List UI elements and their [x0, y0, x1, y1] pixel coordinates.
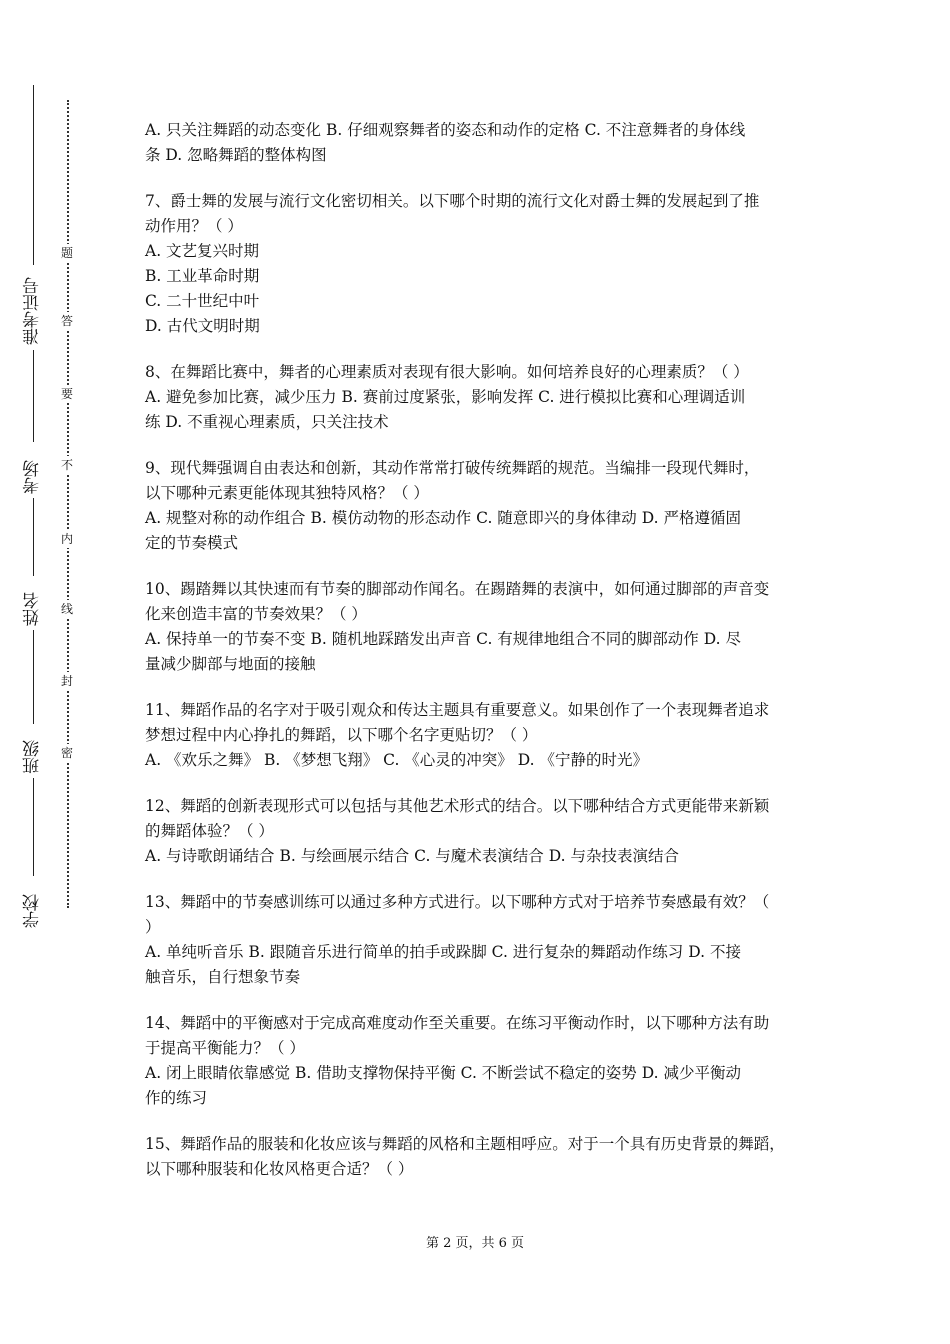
question-stem: 化来创造丰富的节奏效果？（ ）	[145, 605, 367, 623]
question-block	[145, 456, 810, 556]
question-option: A. 闭上眼睛依靠感觉 B. 借助支撑物保持平衡 C. 不断尝试不稳定的姿势 D. 减少平衡动	[145, 1064, 741, 1082]
question-option: A. 单纯听音乐 B. 跟随音乐进行简单的拍手或跺脚 C. 进行复杂的舞蹈动作练习 D. 不接	[145, 943, 741, 961]
seal-char: 不	[60, 458, 73, 472]
seal-char: 内	[60, 532, 73, 546]
question-option: 作的练习	[145, 1089, 208, 1107]
binding-line	[33, 498, 34, 576]
question-stem: 15、舞蹈作品的服装和化妆应该与舞蹈的风格和主题相呼应。对于一个具有历史背景的舞蹈，	[145, 1135, 785, 1153]
question-option: D. 古代文明时期	[145, 317, 260, 335]
binding-line	[33, 350, 34, 442]
question-block	[145, 577, 810, 677]
question-option: A. 与诗歌朗诵结合 B. 与绘画展示结合 C. 与魔术表演结合 D. 与杂技表演结合	[145, 847, 679, 865]
question-stem: 8、在舞蹈比赛中，舞者的心理素质对表现有很大影响。如何培养良好的心理素质？（ ）	[145, 363, 749, 381]
seal-char: 密	[60, 746, 73, 760]
question-block	[145, 118, 810, 168]
question-option: A. 只关注舞蹈的动态变化 B. 仔细观察舞者的姿态和动作的定格 C. 不注意舞者的身体线	[145, 121, 746, 139]
label-name: 姓名	[23, 592, 43, 626]
seal-char: 要	[60, 387, 73, 401]
label-exam-number: 准考证号	[23, 277, 43, 345]
seal-char: 封	[60, 674, 73, 688]
question-stem: 9、现代舞强调自由表达和创新，其动作常常打破传统舞蹈的规范。当编排一段现代舞时，	[145, 459, 760, 477]
question-option: A. 《欢乐之舞》 B. 《梦想飞翔》 C. 《心灵的冲突》 D. 《宁静的时光》	[145, 751, 648, 769]
question-stem: 7、爵士舞的发展与流行文化密切相关。以下哪个时期的流行文化对爵士舞的发展起到了推	[145, 192, 760, 210]
question-block	[145, 1132, 810, 1182]
question-block	[145, 794, 810, 869]
binding-line	[33, 778, 34, 876]
question-stem: ）	[145, 918, 161, 936]
binding-strip	[0, 0, 110, 1344]
question-stem: 于提高平衡能力？（ ）	[145, 1039, 305, 1057]
question-option: B. 工业革命时期	[145, 267, 260, 285]
binding-line	[33, 630, 34, 724]
question-option: A. 规整对称的动作组合 B. 模仿动物的形态动作 C. 随意即兴的身体律动 D. 严格遵循固	[145, 509, 741, 527]
question-option: A. 保持单一的节奏不变 B. 随机地踩踏发出声音 C. 有规律地组合不同的脚部动作 D. 尽	[145, 630, 741, 648]
seal-char: 答	[60, 314, 73, 328]
question-stem: 动作用？（ ）	[145, 217, 243, 235]
question-option: A. 避免参加比赛，减少压力 B. 赛前过度紧张，影响发挥 C. 进行模拟比赛和心理调适训	[145, 388, 746, 406]
question-option: 定的节奏模式	[145, 534, 239, 552]
question-option: 触音乐，自行想象节奏	[145, 968, 301, 986]
question-list	[145, 118, 810, 1203]
question-stem: 以下哪种服装和化妆风格更合适？（ ）	[145, 1160, 414, 1178]
question-stem: 10、踢踏舞以其快速而有节奏的脚部动作闻名。在踢踏舞的表演中，如何通过脚部的声音变	[145, 580, 770, 598]
question-block	[145, 360, 810, 435]
question-block	[145, 698, 810, 773]
question-stem: 以下哪种元素更能体现其独特风格？（ ）	[145, 484, 429, 502]
question-option: A. 文艺复兴时期	[145, 242, 260, 260]
label-exam-room: 考场	[23, 460, 43, 494]
seal-char: 题	[60, 246, 73, 260]
question-option: C. 二十世纪中叶	[145, 292, 260, 310]
page-footer: 第 2 页，共 6 页	[425, 1236, 525, 1251]
seal-line	[67, 100, 69, 908]
question-block	[145, 890, 810, 990]
question-stem: 14、舞蹈中的平衡感对于完成高难度动作至关重要。在练习平衡动作时，以下哪种方法有助	[145, 1014, 770, 1032]
label-class: 班级	[23, 740, 43, 774]
question-stem: 11、舞蹈作品的名字对于吸引观众和传达主题具有重要意义。如果创作了一个表现舞者追求	[145, 701, 770, 719]
question-block	[145, 189, 810, 339]
question-stem: 13、舞蹈中的节奏感训练可以通过多种方式进行。以下哪种方式对于培养节奏感最有效？（	[145, 893, 770, 911]
question-stem: 12、舞蹈的创新表现形式可以包括与其他艺术形式的结合。以下哪种结合方式更能带来新颖	[145, 797, 770, 815]
question-block	[145, 1011, 810, 1111]
seal-char: 线	[60, 602, 73, 616]
question-option: 练 D. 不重视心理素质，只关注技术	[145, 413, 389, 431]
label-school: 学校	[23, 894, 43, 928]
question-stem: 梦想过程中内心挣扎的舞蹈，以下哪个名字更贴切？（ ）	[145, 726, 538, 744]
question-option: 量减少脚部与地面的接触	[145, 655, 316, 673]
binding-line	[33, 85, 34, 265]
question-option: 条 D. 忽略舞蹈的整体构图	[145, 146, 327, 164]
question-stem: 的舞蹈体验？（ ）	[145, 822, 274, 840]
